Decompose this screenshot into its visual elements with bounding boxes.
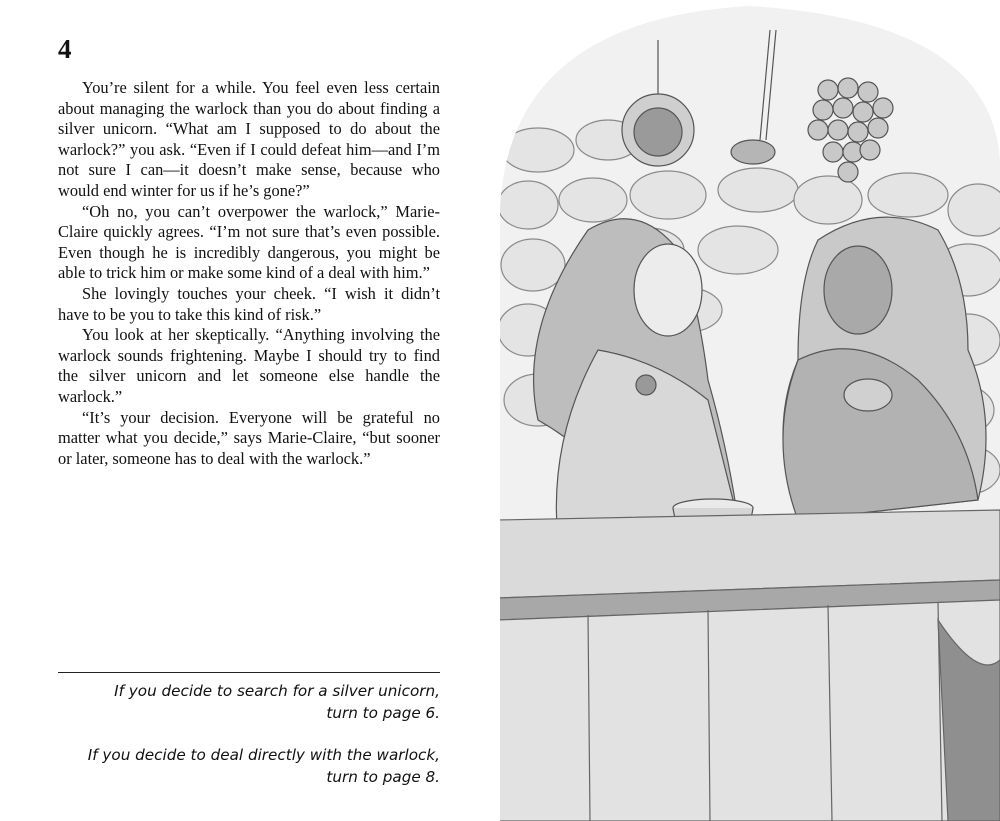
story-text [58, 78, 440, 469]
choice-text: If you decide to deal directly with the warlock, [87, 746, 440, 764]
choice-warlock [40, 744, 440, 788]
story-paragraph: “It’s your decision. Everyone will be grateful no matter what you decide,” says Marie-Claire, “but sooner or later, someone has to deal with the warlock.” [58, 407, 440, 468]
story-paragraph: “Oh no, you can’t overpower the warlock,” Marie-Claire quickly agrees. “I’m not sure that’s even possible. Even though he is incredibly dangerous, you might be able to trick him or make some kind of a deal with him.” [58, 201, 440, 283]
choice-page-reference: turn to page 8. [326, 768, 440, 786]
choice-divider [58, 672, 440, 673]
story-paragraph: You look at her skeptically. “Anything involving the warlock sounds frightening. Maybe I should try to find the silver unicorn and let someone else handle the warlock.” [58, 325, 440, 406]
wooden-table [498, 510, 1000, 821]
choice-silver-unicorn [40, 680, 440, 724]
story-paragraph: You’re silent for a while. You feel even less certain about managing the warlock than you do about finding a silver unicorn. “What am I supposed to do about the warlock?” you ask. “Even if I could defeat him—and I’m not sure I can—it doesn’t make sense, because who would end winter for us if he’s gone?” [58, 78, 440, 200]
choice-page-reference: turn to page 6. [326, 704, 440, 722]
story-paragraph: She lovingly touches your cheek. “I wish it didn’t have to be you to take this kind of risk.” [58, 283, 440, 324]
choice-text: If you decide to search for a silver unicorn, [114, 682, 440, 700]
page-number: 4 [58, 34, 72, 64]
pencil-illustration [498, 0, 1000, 821]
